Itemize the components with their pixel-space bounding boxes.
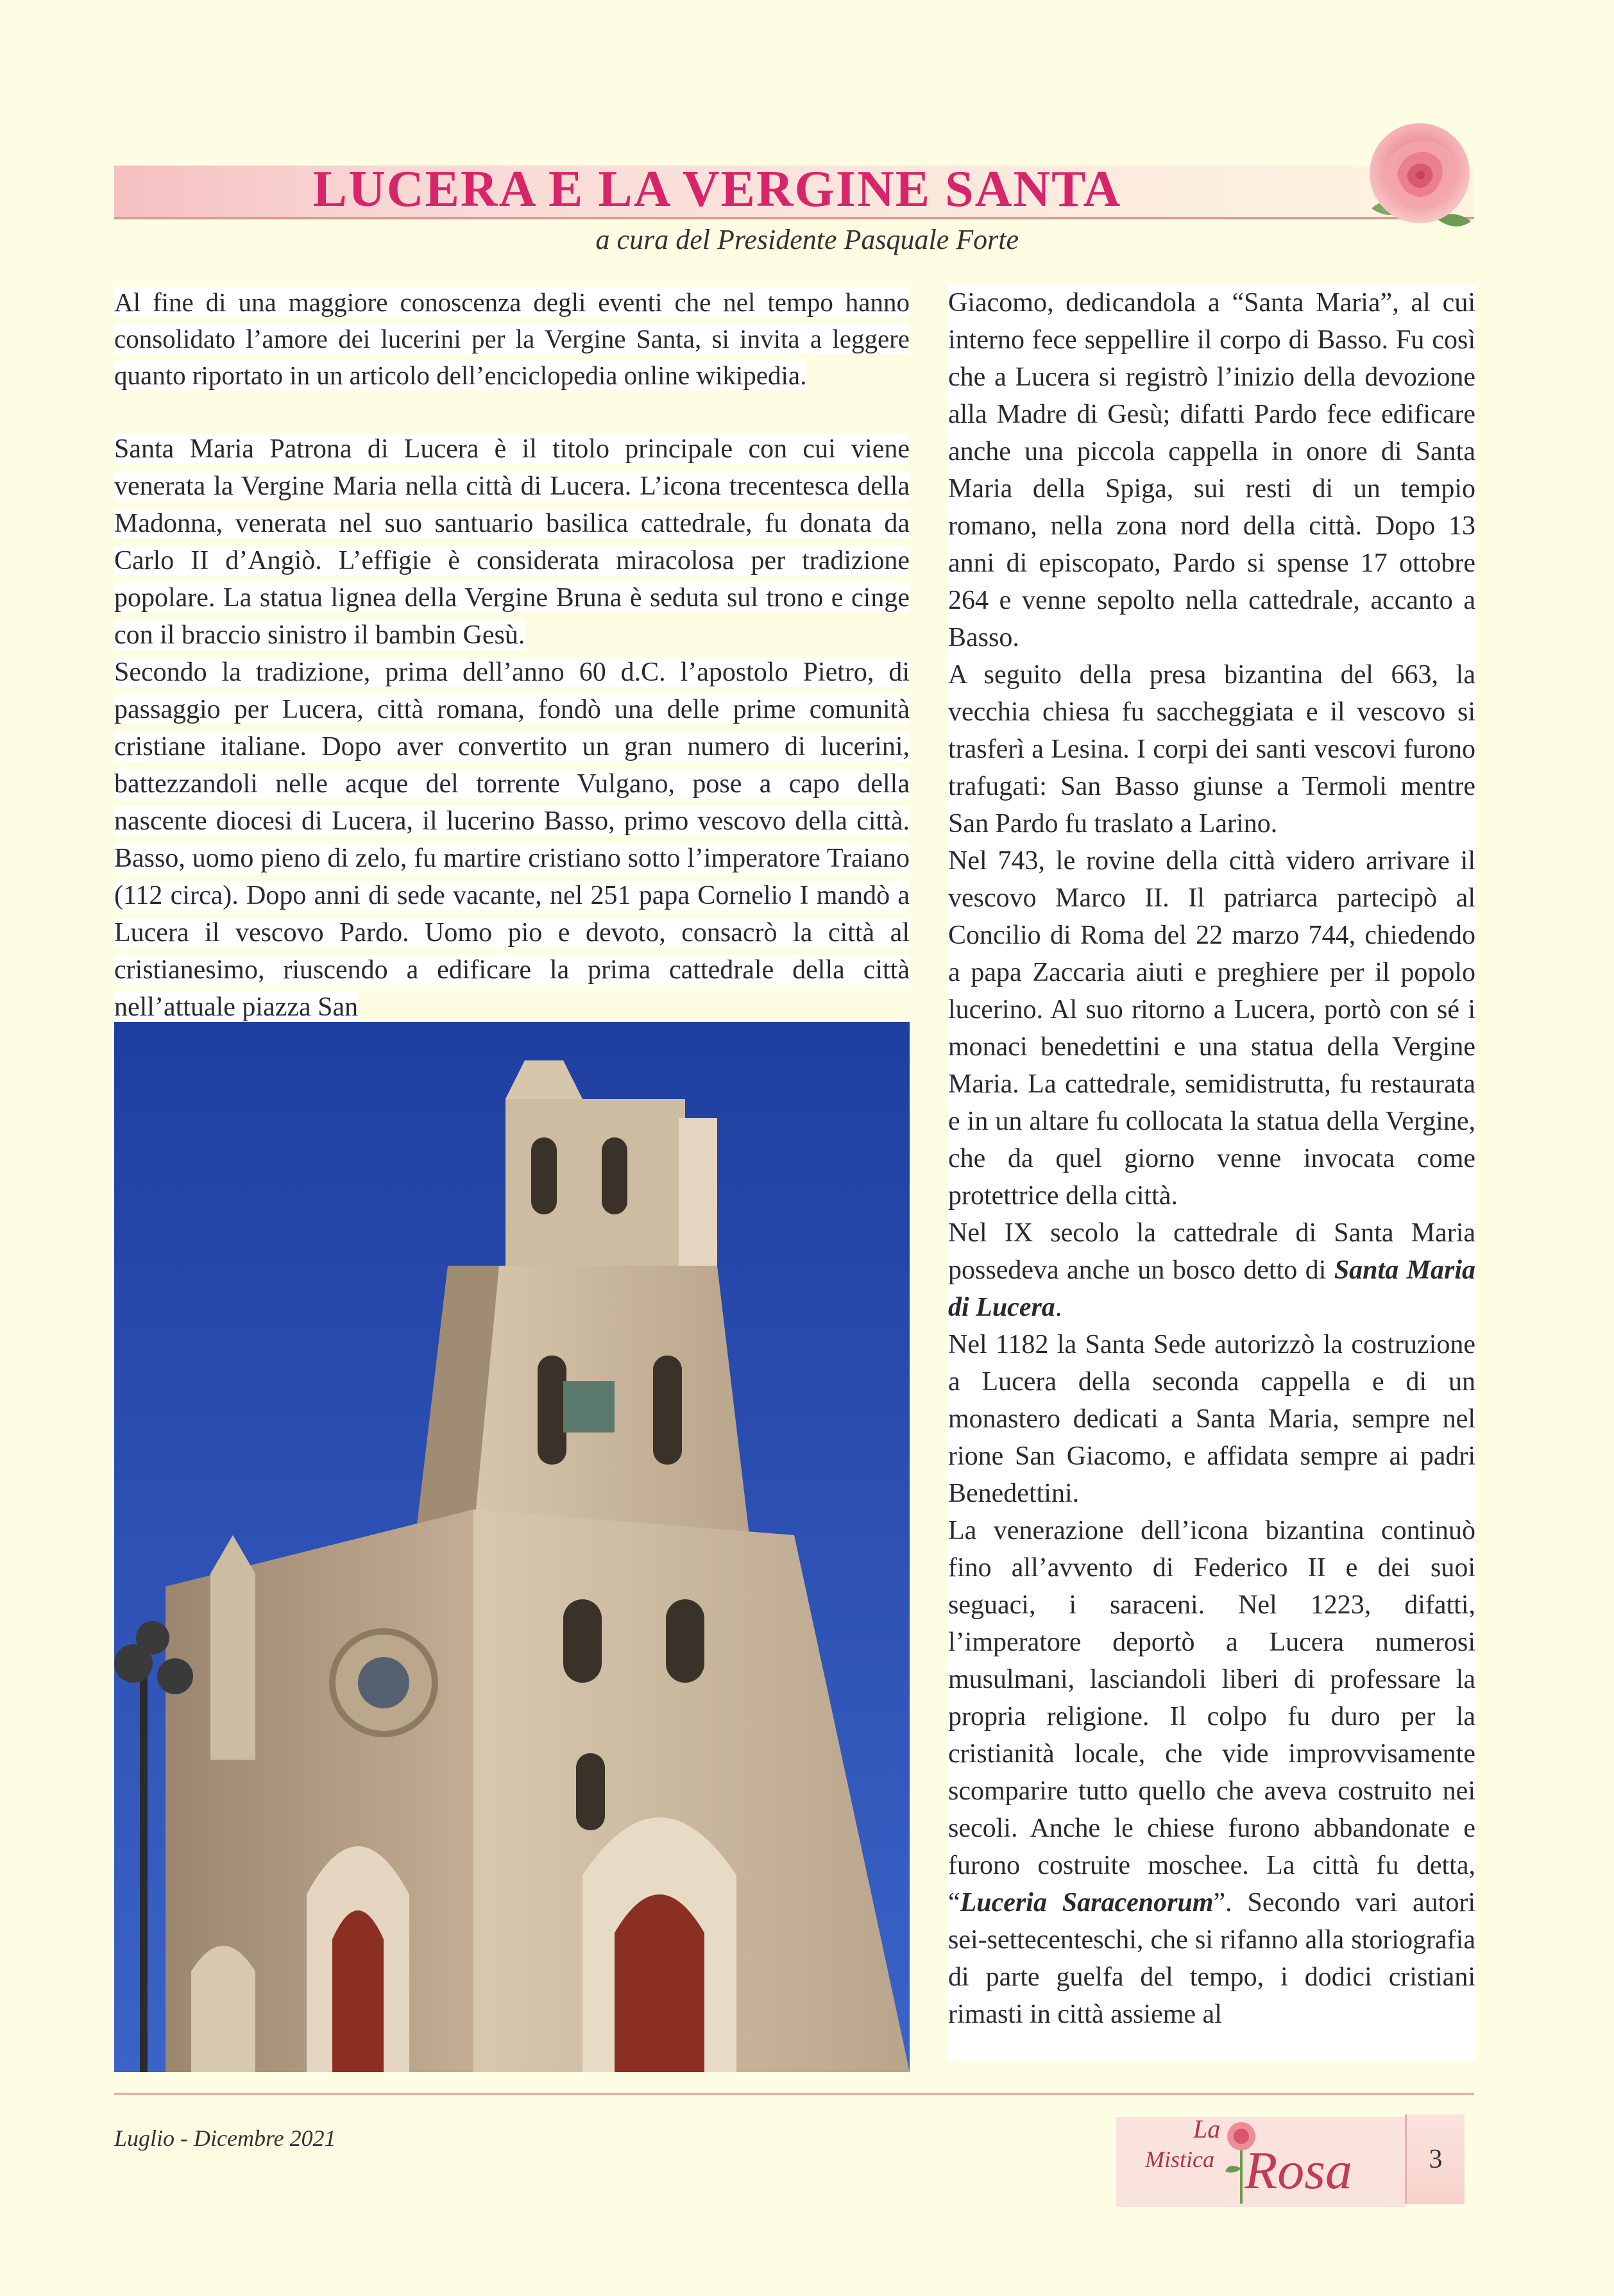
footer-rule bbox=[114, 2093, 1474, 2095]
rose-icon bbox=[1359, 112, 1481, 244]
paragraph-tradizione: Secondo la tradizione, prima dell’anno 60 d.C. l’apostolo Pietro, di passaggio per Lucera, città romana, fondò una delle prime comunità cristiane italiane. Dopo aver convertito un gran numero di lucerini, battezzandoli nelle acque del torrente Vulgano, pose a capo della nascente diocesi di Lucera, il lucerino Basso, primo vescovo della città. Basso, uomo pieno di zelo, fu martire cristiano sotto l’imperatore Traiano (112 circa). Dopo anni di sede vacante, nel 251 papa Cornelio I mandò a Lucera il vescovo Pardo. Uomo pio e devoto, consacrò la città al cristianesimo, riuscendo a edificare la prima cattedrale della città nell’attuale piazza San bbox=[114, 658, 910, 1022]
paragraph-ix-secolo: Nel IX secolo la cattedrale di Santa Maria possedeva anche un bosco detto di Santa Maria di Lucera. bbox=[948, 1218, 1475, 1322]
left-column bbox=[114, 284, 910, 1026]
intro-paragraph: Al fine di una maggiore conoscenza degli eventi che nel tempo hanno consolidato l’amore dei lucerini per la Vergine Santa, si invita a leggere quanto riportato in un articolo dell’enciclopedia online wikipedia. bbox=[114, 287, 910, 390]
emphasis-santa-maria: Santa Maria di Lucera bbox=[948, 1255, 1475, 1322]
page-number: 3 bbox=[1405, 2114, 1465, 2204]
issue-date: Luglio - Dicembre 2021 bbox=[114, 2125, 336, 2151]
magazine-logo bbox=[1116, 2107, 1405, 2210]
cathedral-photo bbox=[114, 1022, 910, 2072]
paragraph-patrona: Santa Maria Patrona di Lucera è il titolo principale con cui viene venerata la Vergine Maria nella città di Lucera. L’icona trecentesca della Madonna, venerata nel suo santuario basilica cattedrale, fu donata da Carlo II d’Angiò. L’effigie è considerata miracolosa per tradizione popolare. La statua lignea della Vergine Bruna è seduta sul trono e cinge con il braccio sinistro il bambin Gesù. bbox=[114, 434, 910, 650]
paragraph-1182: Nel 1182 la Santa Sede autorizzò la costruzione a Lucera della seconda cappella e di un monastero dedicati a Santa Maria, sempre nel rione San Giacomo, e affidata sempre ai padri Benedettini. bbox=[948, 1330, 1475, 1508]
paragraph-venerazione: La venerazione dell’icona bizantina continuò fino all’avvento di Federico II e dei suoi seguaci, i saraceni. Nel 1223, difatti, l’imperatore deportò a Lucera numerosi musulmani, lasciandoli liberi di professare la propria religione. Il colpo fu duro per la cristianità locale, che vide improvvisamente scomparire tutto quello che aveva costruito nei secoli. Anche le chiese furono abbandonate e furono costruite moschee. La città fu detta, “Luceria Saracenorum”. Secondo vari autori sei-settecenteschi, che si rifanno alla storiografia di parte guelfa del tempo, i dodici cristiani rimasti in città assieme al bbox=[948, 1516, 1475, 2029]
article-title: LUCERA E LA VERGINE SANTA bbox=[312, 161, 1122, 217]
paragraph-giacomo: Giacomo, dedicandola a “Santa Maria”, al cui interno fece seppellire il corpo di Basso. Fu così che a Lucera si registrò l’inizio della devozione alla Madre di Gesù; difatti Pardo fece edificare anche una piccola cappella in onore di Santa Maria della Spiga, sui resti di un tempio romano, nella zona nord della città. Dopo 13 anni di episcopato, Pardo si spense 17 ottobre 264 e venne sepolto nella cattedrale, accanto a Basso. bbox=[948, 288, 1475, 652]
right-column bbox=[948, 284, 1475, 2061]
paragraph-743: Nel 743, le rovine della città videro arrivare il vescovo Marco II. Il patriarca partecipò al Concilio di Roma del 22 marzo 744, chiedendo a papa Zaccaria aiuti e preghiere per il popolo lucerino. Al suo ritorno a Lucera, portò con sé i monaci benedettini e una statua della Vergine Maria. La cattedrale, semidistrutta, fu restaurata e in un altare fu collocata la statua della Vergine, che da quel giorno venne invocata come protettrice della città. bbox=[948, 846, 1475, 1211]
article-byline: a cura del Presidente Pasquale Forte bbox=[595, 224, 1019, 255]
logo-mistica: Mistica bbox=[1145, 2147, 1214, 2172]
logo-rosa: Rosa bbox=[1244, 2141, 1352, 2200]
paragraph-bizantina: A seguito della presa bizantina del 663, la vecchia chiesa fu saccheggiata e il vescovo si trasferì a Lesina. I corpi dei santi vescovi furono trafugati: San Basso giunse a Termoli mentre San Pardo fu traslato a Larino. bbox=[948, 660, 1475, 838]
logo-la: La bbox=[1193, 2114, 1221, 2143]
emphasis-luceria: Luceria Saracenorum bbox=[960, 1888, 1214, 1918]
